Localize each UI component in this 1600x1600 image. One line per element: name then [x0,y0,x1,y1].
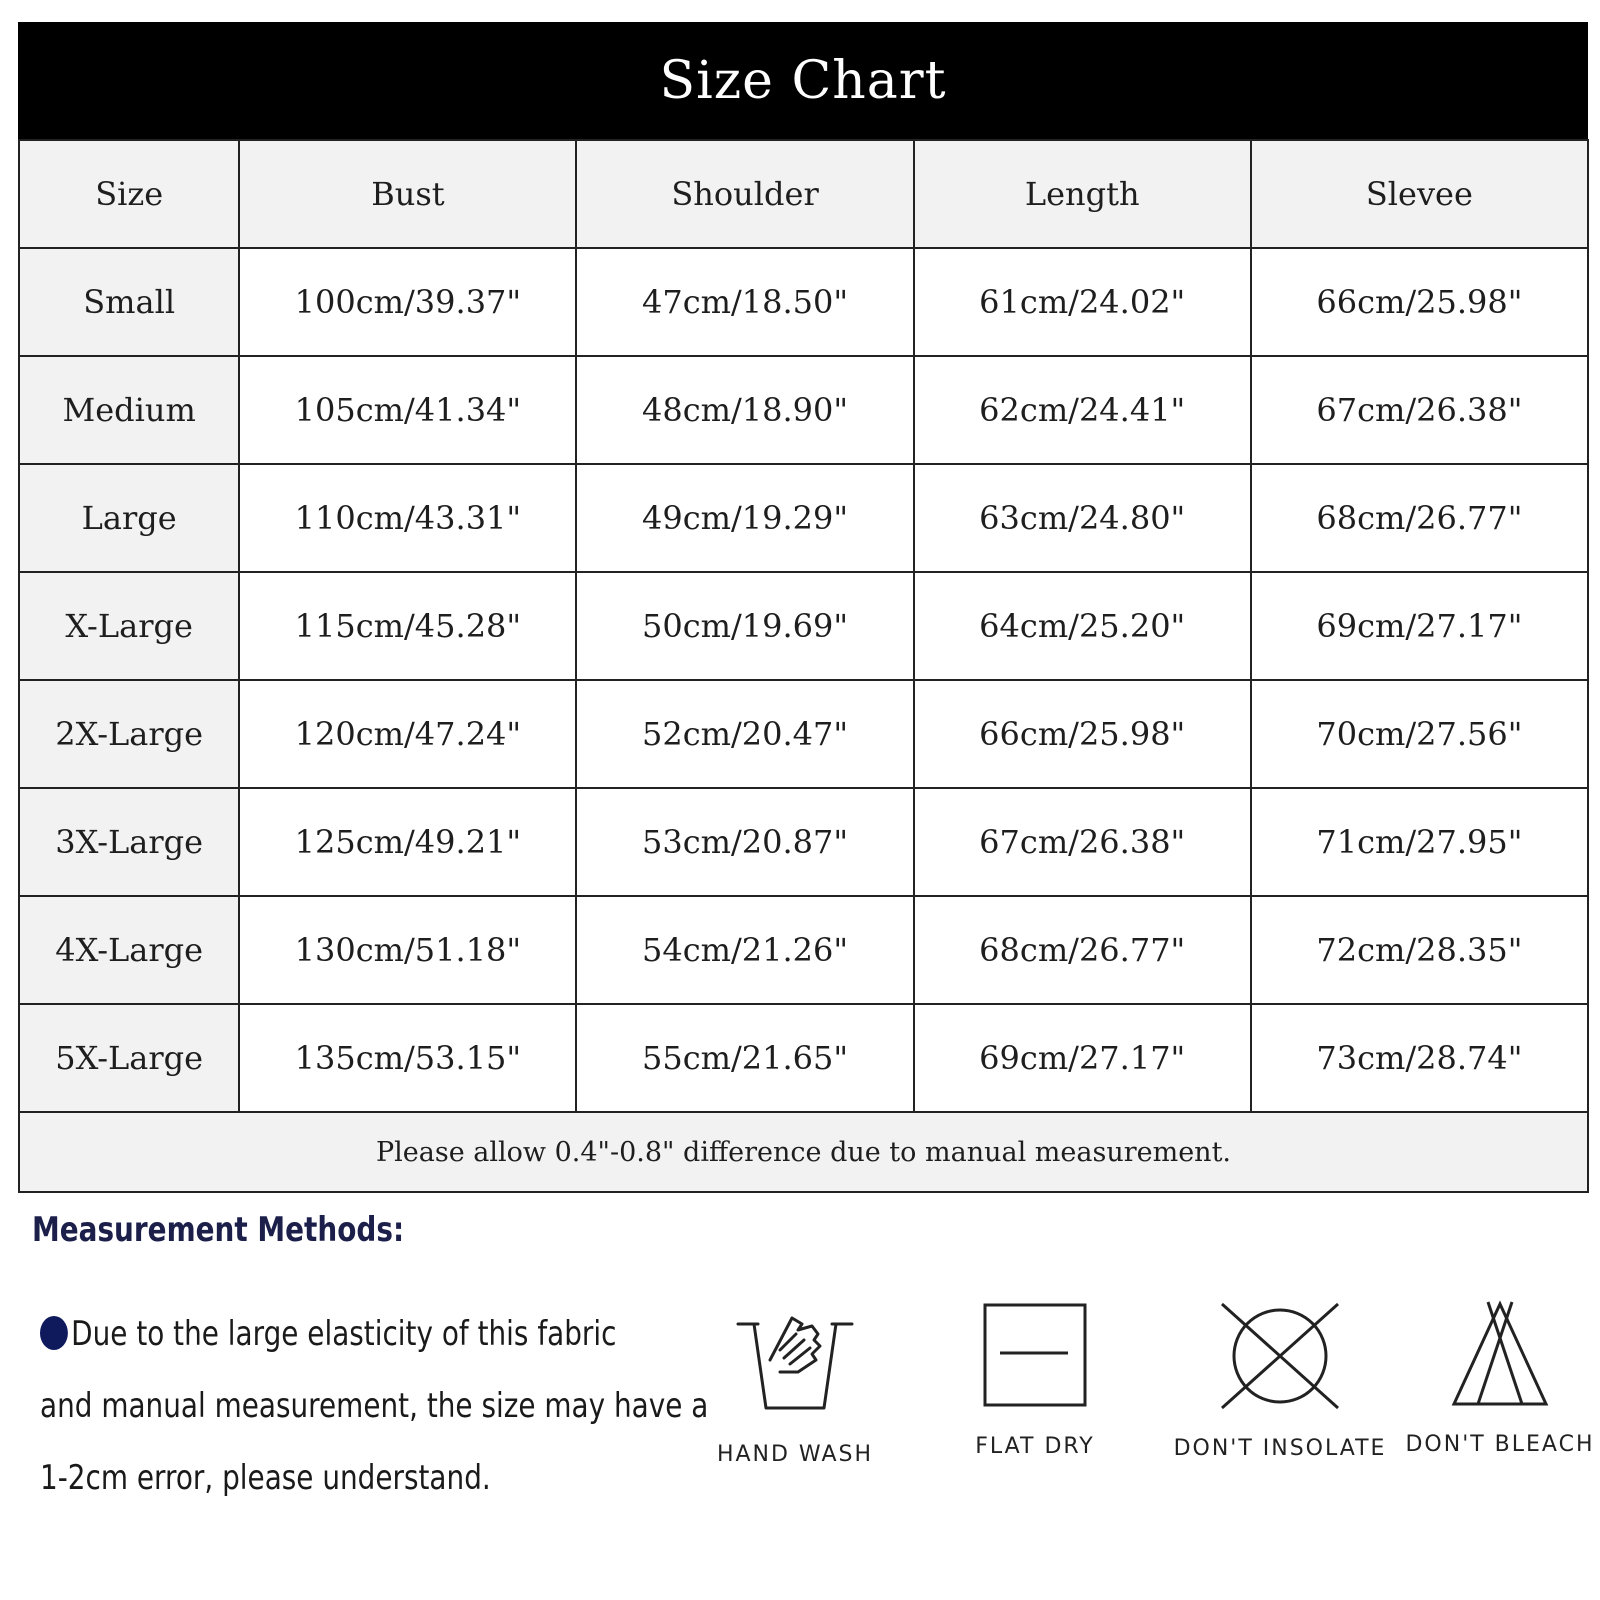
care-label-flat-dry: FLAT DRY [975,1434,1095,1459]
dont-bleach-icon [1450,1300,1550,1408]
length-cell: 64cm/25.20" [914,572,1251,680]
sleeve-cell: 72cm/28.35" [1251,896,1588,1004]
care-label-dont-bleach: DON'T BLEACH [1405,1432,1595,1457]
header-bust: Bust [239,140,576,248]
shoulder-cell: 49cm/19.29" [576,464,913,572]
measurement-note: Please allow 0.4"-0.8" difference due to manual measurement. [19,1112,1588,1192]
care-flat-dry [940,1300,1130,1459]
bust-cell: 105cm/41.34" [239,356,576,464]
bust-cell: 130cm/51.18" [239,896,576,1004]
measurement-methods-text [40,1298,712,1514]
size-chart-title: Size Chart [18,22,1588,139]
shoulder-cell: 54cm/21.26" [576,896,913,1004]
shoulder-cell: 55cm/21.65" [576,1004,913,1112]
note-row [19,1112,1588,1192]
shoulder-cell: 48cm/18.90" [576,356,913,464]
length-cell: 67cm/26.38" [914,788,1251,896]
bust-cell: 110cm/43.31" [239,464,576,572]
flat-dry-icon [980,1300,1090,1410]
length-cell: 69cm/27.17" [914,1004,1251,1112]
sleeve-cell: 73cm/28.74" [1251,1004,1588,1112]
size-chart-table [18,139,1589,1193]
table-row [19,248,1588,356]
shoulder-cell: 53cm/20.87" [576,788,913,896]
sleeve-cell: 68cm/26.77" [1251,464,1588,572]
methods-line-1-text: Due to the large elasticity of this fabric [71,1314,617,1354]
hand-wash-icon [720,1300,870,1418]
bust-cell: 135cm/53.15" [239,1004,576,1112]
table-row [19,356,1588,464]
bust-cell: 120cm/47.24" [239,680,576,788]
sleeve-cell: 71cm/27.95" [1251,788,1588,896]
care-dont-insolate [1170,1300,1390,1461]
length-cell: 62cm/24.41" [914,356,1251,464]
sleeve-cell: 69cm/27.17" [1251,572,1588,680]
size-cell: Medium [19,356,239,464]
bust-cell: 100cm/39.37" [239,248,576,356]
methods-line-1 [40,1298,712,1370]
size-cell: 2X-Large [19,680,239,788]
shoulder-cell: 50cm/19.69" [576,572,913,680]
care-label-dont-insolate: DON'T INSOLATE [1173,1436,1387,1461]
header-sleeve: Slevee [1251,140,1588,248]
table-row [19,1004,1588,1112]
size-cell: X-Large [19,572,239,680]
shoulder-cell: 47cm/18.50" [576,248,913,356]
header-shoulder: Shoulder [576,140,913,248]
table-row [19,896,1588,1004]
methods-line-3: 1-2cm error, please understand. [40,1458,491,1498]
bullet-icon [40,1316,68,1350]
care-dont-bleach [1400,1300,1600,1457]
table-row [19,680,1588,788]
size-cell: 3X-Large [19,788,239,896]
length-cell: 61cm/24.02" [914,248,1251,356]
length-cell: 63cm/24.80" [914,464,1251,572]
table-row [19,788,1588,896]
dont-insolate-icon [1218,1300,1342,1412]
bust-cell: 125cm/49.21" [239,788,576,896]
size-cell: 4X-Large [19,896,239,1004]
care-hand-wash [700,1300,890,1467]
size-cell: Small [19,248,239,356]
methods-line-2: and manual measurement, the size may have a [40,1386,709,1426]
sleeve-cell: 67cm/26.38" [1251,356,1588,464]
length-cell: 66cm/25.98" [914,680,1251,788]
shoulder-cell: 52cm/20.47" [576,680,913,788]
length-cell: 68cm/26.77" [914,896,1251,1004]
sleeve-cell: 66cm/25.98" [1251,248,1588,356]
table-row [19,464,1588,572]
table-header-row [19,140,1588,248]
measurement-methods-title: Measurement Methods: [32,1210,405,1250]
header-length: Length [914,140,1251,248]
sleeve-cell: 70cm/27.56" [1251,680,1588,788]
size-cell: Large [19,464,239,572]
header-size: Size [19,140,239,248]
table-row [19,572,1588,680]
bust-cell: 115cm/45.28" [239,572,576,680]
care-label-hand-wash: HAND WASH [716,1442,874,1467]
size-cell: 5X-Large [19,1004,239,1112]
